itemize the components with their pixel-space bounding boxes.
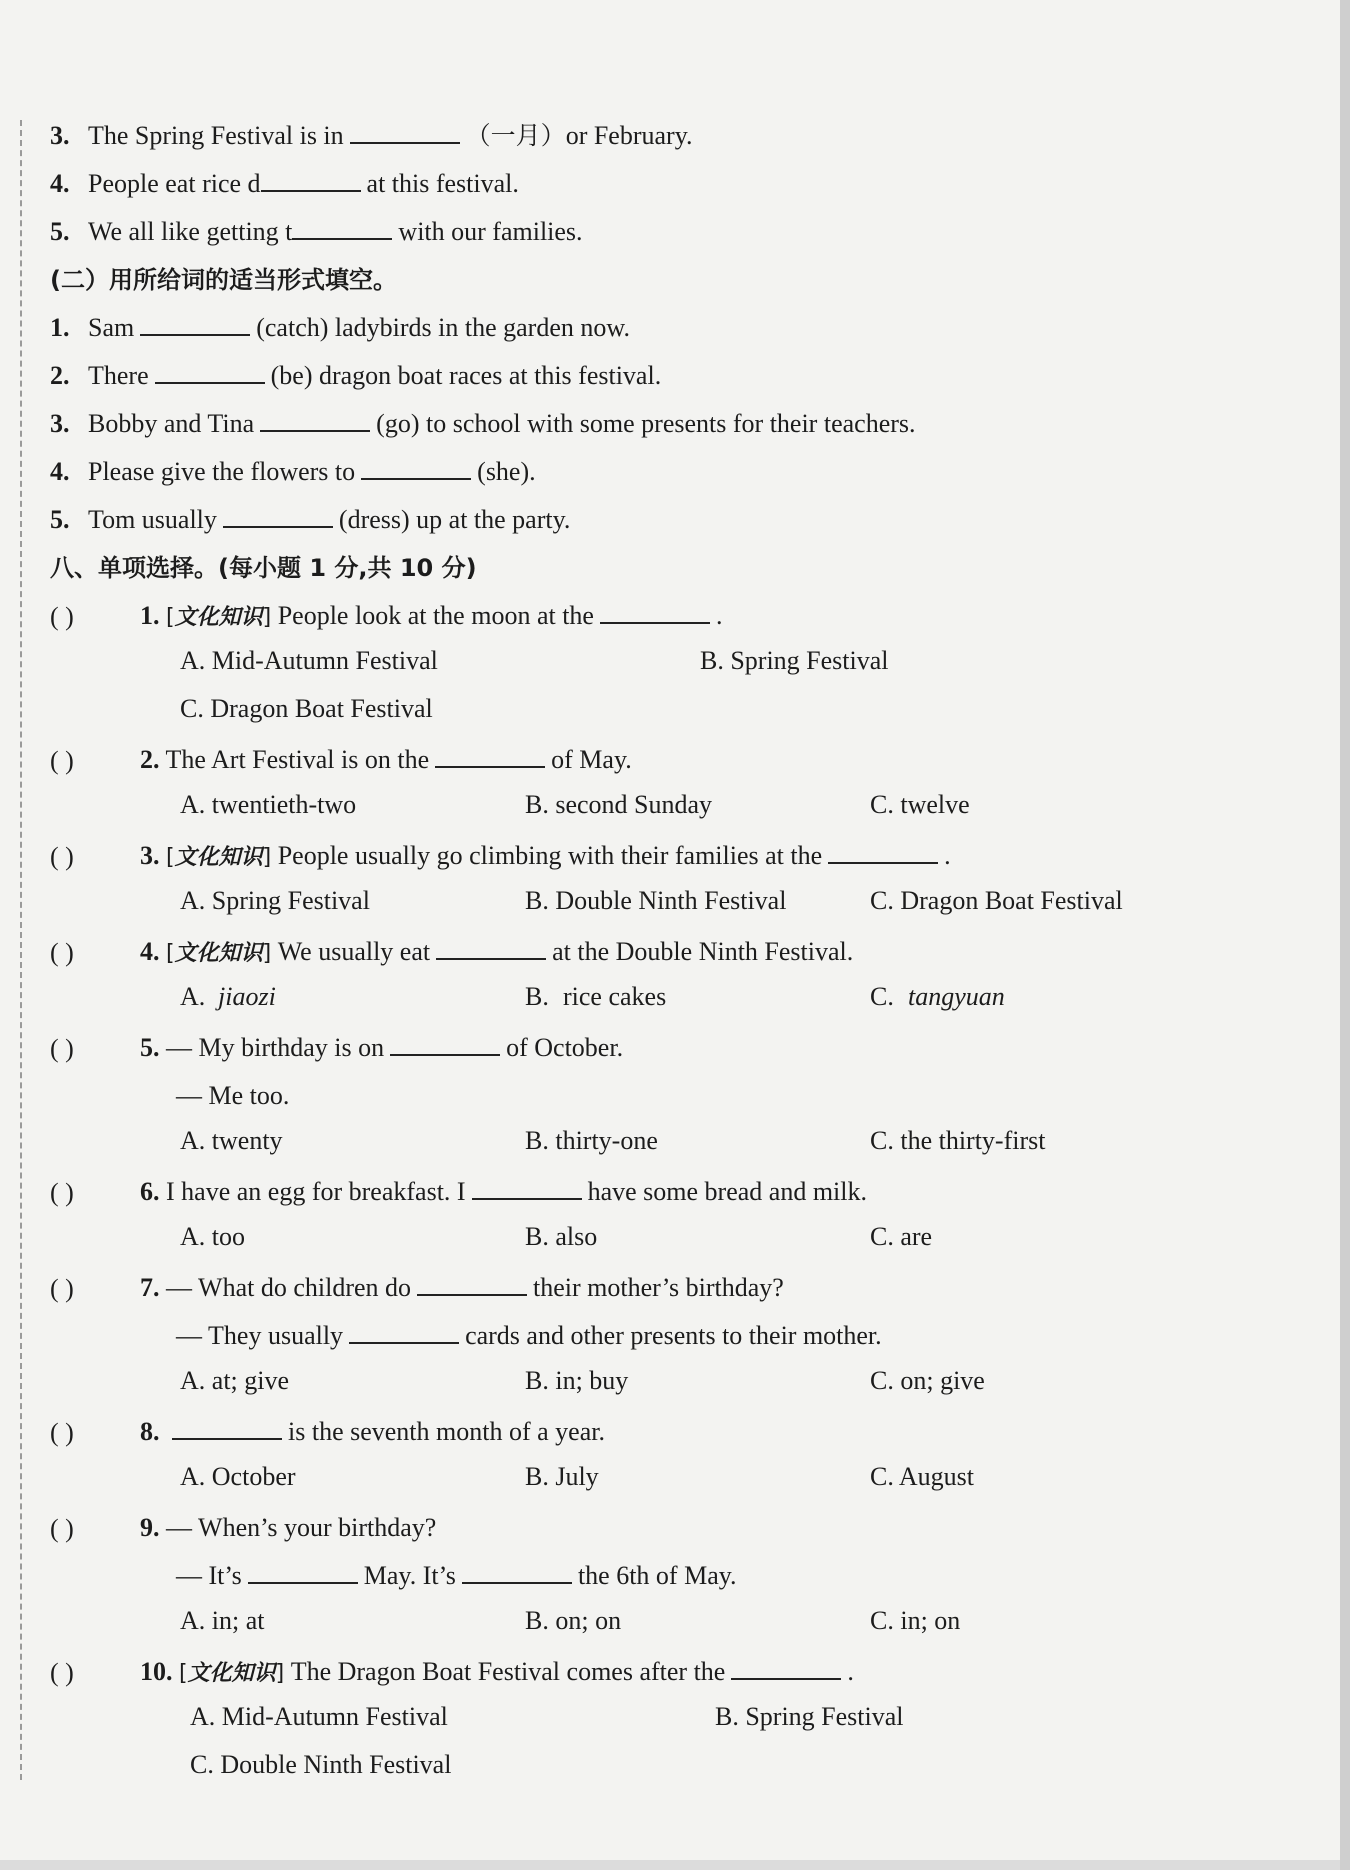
answer-blank[interactable] — [361, 456, 471, 480]
answer-blank[interactable] — [350, 120, 460, 144]
answer-blank[interactable] — [390, 1032, 500, 1056]
mc-option[interactable]: C. are — [870, 1222, 933, 1251]
mc-question-5-reply: — Me too. — [176, 1081, 290, 1110]
answer-blank[interactable] — [155, 360, 265, 384]
answer-blank[interactable] — [436, 936, 546, 960]
mc-question-9: 9. — When’s your birthday? — [140, 1513, 437, 1542]
mc-option[interactable]: B. on; on — [525, 1606, 622, 1635]
mc-question-2: 2. The Art Festival is on the of May. — [140, 745, 632, 774]
mc-question-7-reply: — They usually cards and other presents to their mother. — [176, 1321, 882, 1350]
mc-option[interactable]: C. twelve — [870, 790, 970, 819]
answer-paren[interactable]: ( ) — [50, 1178, 74, 1207]
mc-option[interactable]: A. too — [180, 1222, 245, 1251]
mc-option[interactable]: C. the thirty-first — [870, 1126, 1046, 1155]
mc-option[interactable]: A. Mid-Autumn Festival — [190, 1702, 448, 1731]
form-item-3: 3. Bobby and Tina (go) to school with some presents for their teachers. — [50, 409, 916, 438]
mc-option[interactable]: A. Spring Festival — [180, 886, 370, 915]
mc-option[interactable]: A. twentieth-two — [180, 790, 357, 819]
mc-option[interactable]: B. rice cakes — [525, 982, 667, 1011]
mc-option[interactable]: B. thirty-one — [525, 1126, 658, 1155]
mc-option[interactable]: C. on; give — [870, 1366, 985, 1395]
form-item-5: 5. Tom usually (dress) up at the party. — [50, 505, 571, 534]
culture-tag: [文化知识] — [166, 844, 272, 870]
answer-blank[interactable] — [223, 504, 333, 528]
mc-option[interactable]: C. Dragon Boat Festival — [180, 694, 433, 723]
mc-option[interactable]: C. in; on — [870, 1606, 961, 1635]
answer-paren[interactable]: ( ) — [50, 746, 74, 775]
mc-option[interactable]: B. in; buy — [525, 1366, 629, 1395]
mc-option[interactable]: A. twenty — [180, 1126, 283, 1155]
section-8-title: 八、单项选择。(每小题 1 分,共 10 分) — [50, 554, 477, 582]
mc-question-4: 4. [文化知识] We usually eat at the Double Ninth Festival. — [140, 937, 854, 966]
answer-blank[interactable] — [731, 1656, 841, 1680]
mc-question-9-reply: — It’s May. It’s the 6th of May. — [176, 1561, 737, 1590]
form-item-1: 1. Sam (catch) ladybirds in the garden now. — [50, 313, 630, 342]
answer-blank[interactable] — [417, 1272, 527, 1296]
page-edge-shadow — [1340, 0, 1350, 1870]
part-b-title: (二）用所给词的适当形式填空。 — [50, 266, 397, 294]
answer-blank[interactable] — [462, 1560, 572, 1584]
mc-option[interactable]: A. in; at — [180, 1606, 265, 1635]
answer-paren[interactable]: ( ) — [50, 938, 74, 967]
form-item-4: 4. Please give the flowers to (she). — [50, 457, 536, 486]
mc-option[interactable]: A. October — [180, 1462, 296, 1491]
mc-option[interactable]: A. Mid-Autumn Festival — [180, 646, 438, 675]
mc-option[interactable]: B. Double Ninth Festival — [525, 886, 787, 915]
mc-question-6: 6. I have an egg for breakfast. I have some bread and milk. — [140, 1177, 867, 1206]
answer-blank[interactable] — [472, 1176, 582, 1200]
answer-blank[interactable] — [261, 168, 361, 192]
mc-question-5: 5. — My birthday is on of October. — [140, 1033, 624, 1062]
mc-option[interactable]: C. tangyuan — [870, 982, 1005, 1011]
answer-blank[interactable] — [260, 408, 370, 432]
mc-option[interactable]: B. Spring Festival — [700, 646, 889, 675]
answer-paren[interactable]: ( ) — [50, 1274, 74, 1303]
answer-blank[interactable] — [140, 312, 250, 336]
answer-paren[interactable]: ( ) — [50, 1418, 74, 1447]
fill-item-4: 4. People eat rice d at this festival. — [50, 169, 519, 198]
answer-paren[interactable]: ( ) — [50, 1514, 74, 1543]
answer-paren[interactable]: ( ) — [50, 1034, 74, 1063]
form-item-2: 2. There (be) dragon boat races at this festival. — [50, 361, 662, 390]
mc-question-1: 1. [文化知识] People look at the moon at the . — [140, 601, 723, 630]
answer-blank[interactable] — [172, 1416, 282, 1440]
answer-blank[interactable] — [435, 744, 545, 768]
mc-question-8: 8. is the seventh month of a year. — [140, 1417, 605, 1446]
answer-paren[interactable]: ( ) — [50, 1658, 74, 1687]
mc-option[interactable]: B. Spring Festival — [715, 1702, 904, 1731]
mc-option[interactable]: A. jiaozi — [180, 982, 276, 1011]
answer-blank[interactable] — [248, 1560, 358, 1584]
mc-question-3: 3. [文化知识] People usually go climbing with their families at the . — [140, 841, 951, 870]
fill-item-3: 3. The Spring Festival is in （一月）or February. — [50, 121, 693, 150]
mc-option[interactable]: B. also — [525, 1222, 598, 1251]
mc-option[interactable]: B. second Sunday — [525, 790, 713, 819]
mc-question-10: 10. [文化知识] The Dragon Boat Festival comes after the . — [140, 1657, 854, 1686]
mc-option[interactable]: A. at; give — [180, 1366, 290, 1395]
mc-option[interactable]: C. Double Ninth Festival — [190, 1750, 452, 1779]
fill-item-5: 5. We all like getting t with our families. — [50, 217, 583, 246]
culture-tag: [文化知识] — [166, 604, 272, 630]
answer-blank[interactable] — [349, 1320, 459, 1344]
answer-blank[interactable] — [828, 840, 938, 864]
answer-paren[interactable]: ( ) — [50, 602, 74, 631]
mc-question-7: 7. — What do children do their mother’s birthday? — [140, 1273, 784, 1302]
answer-blank[interactable] — [600, 600, 710, 624]
mc-option[interactable]: C. Dragon Boat Festival — [870, 886, 1123, 915]
culture-tag: [文化知识] — [166, 940, 272, 966]
mc-option[interactable]: B. July — [525, 1462, 599, 1491]
culture-tag: [文化知识] — [179, 1660, 285, 1686]
answer-blank[interactable] — [292, 216, 392, 240]
binding-dashed-line — [20, 120, 22, 1780]
answer-paren[interactable]: ( ) — [50, 842, 74, 871]
mc-option[interactable]: C. August — [870, 1462, 975, 1491]
